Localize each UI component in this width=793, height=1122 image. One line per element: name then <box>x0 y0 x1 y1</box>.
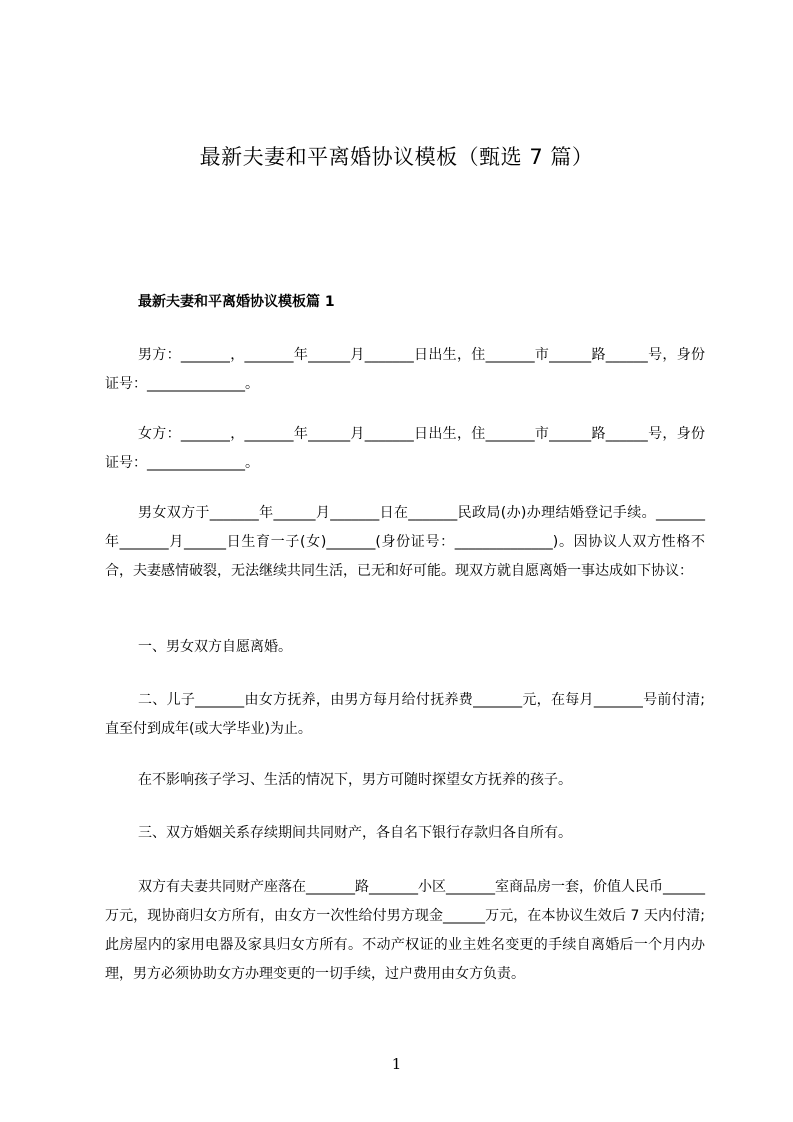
section-heading: 最新夫妻和平离婚协议模板篇 1 <box>138 294 335 310</box>
paragraph-marriage-details: 男女双方于_______年______月_______日在_______民政局(办)办理结婚登记手续。_______年_______月______日生育一子(女)_______(身份证号：______________)。因协议人双方性格不合，夫妻感情破裂，无法继续共同生活，已无和好可能。现双方就自愿离婚一事达成如下协议： <box>105 505 705 579</box>
document-title: 最新夫妻和平离婚协议模板（甄选 7 篇） <box>199 145 594 169</box>
paragraph-property: 双方有夫妻共同财产座落在_______路_______小区_______室商品房一套，价值人民币______万元，现协商归女方所有，由女方一次性给付男方现金______万元，在本协议生效后 7 天内付清;此房屋内的家用电器及家具归女方所有。不动产权证的业主姓名变更的手续自离婚后一个月内办理，男方必须协助女方办理变更的一切手续，过户费用由女方负责。 <box>105 879 705 982</box>
paragraph-visitation: 在不影响孩子学习、生活的情况下，男方可随时探望女方抚养的孩子。 <box>138 772 572 788</box>
paragraph-husband-info: 男方：_______，_______年______月_______日出生，住_______市______路______号，身份证号：______________。 <box>105 347 705 392</box>
page-number: 1 <box>391 1055 402 1073</box>
paragraph-wife-info: 女方：_______，_______年______月_______日出生，住_______市______路______号，身份证号：______________。 <box>105 426 705 471</box>
paragraph-clause-3: 三、双方婚姻关系存续期间共同财产，各自名下银行存款归各自所有。 <box>138 825 572 841</box>
paragraph-clause-1: 一、男女双方自愿离婚。 <box>138 639 292 655</box>
paragraph-clause-2: 二、儿子_______由女方抚养，由男方每月给付抚养费_______元，在每月_______号前付清;直至付到成年(或大学毕业)为止。 <box>105 692 705 737</box>
